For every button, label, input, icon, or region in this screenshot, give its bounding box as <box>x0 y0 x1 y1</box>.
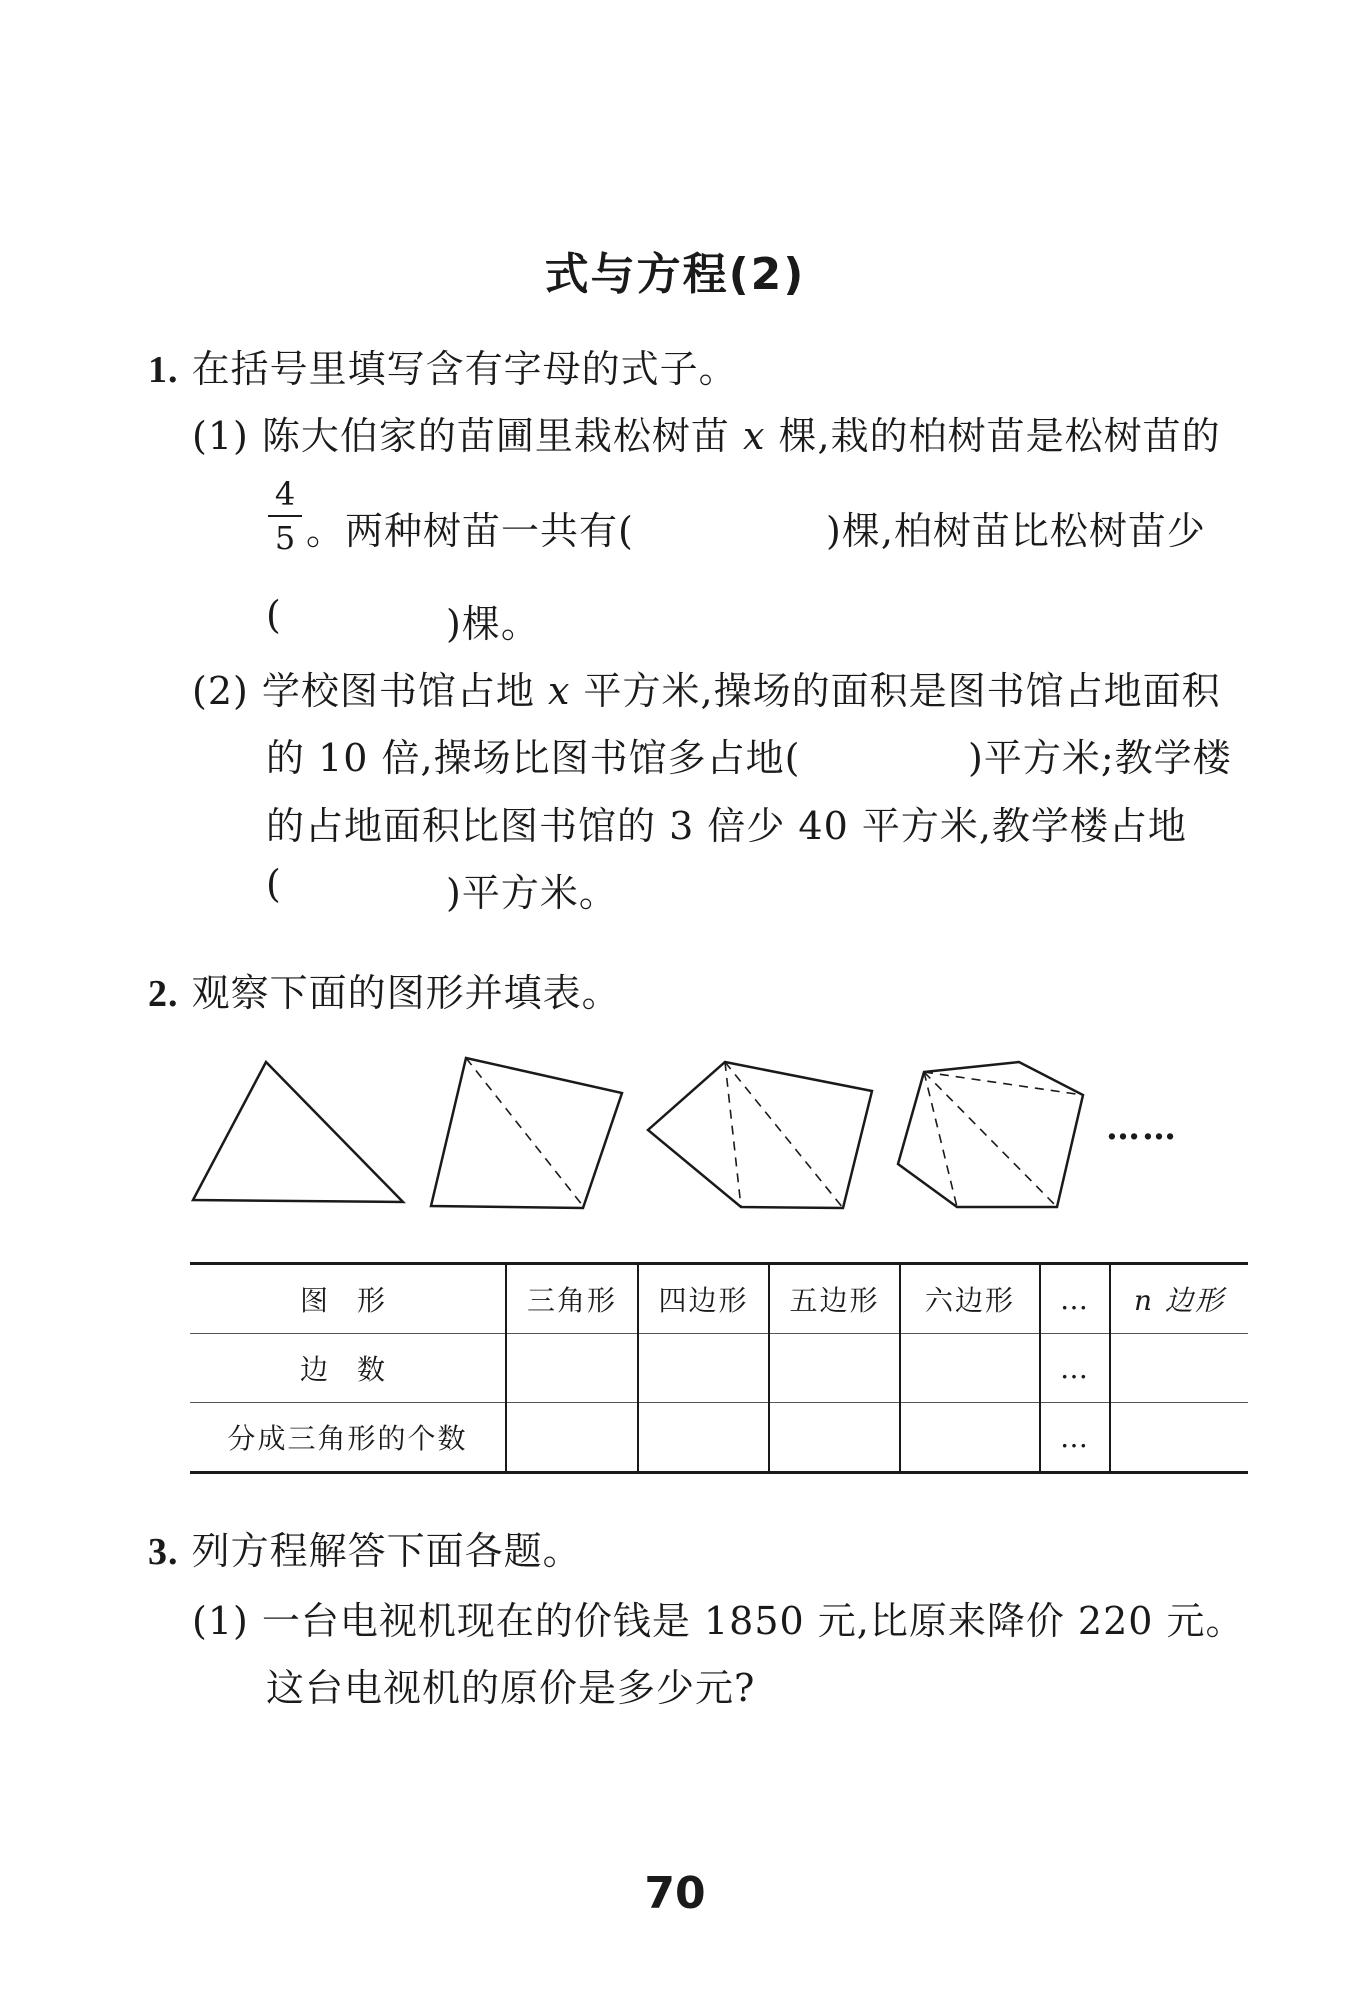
figures-ellipsis: …… <box>1106 1108 1178 1148</box>
q1-p1-line2-a: 。两种树苗一共有( <box>306 509 634 553</box>
header-cell-figure: 图 形 <box>190 1264 506 1334</box>
table-row-sides <box>190 1334 1248 1403</box>
triangle-shape <box>193 1062 403 1202</box>
table-row-triangles <box>190 1403 1248 1473</box>
cell-sides-n-gon[interactable] <box>1110 1334 1248 1403</box>
q1-p1-line2-b: )棵,柏树苗比松树苗少 <box>826 509 1206 553</box>
q3-instruction: 列方程解答下面各题。 <box>191 1529 582 1573</box>
cell-sides-hexagon[interactable] <box>900 1334 1040 1403</box>
fraction-numerator: 4 <box>274 475 296 513</box>
pentagon-diagonal-2 <box>725 1062 843 1208</box>
cell-tri-hexagon[interactable] <box>900 1403 1040 1473</box>
header-cell-pentagon: 五边形 <box>769 1264 900 1334</box>
q1-p2-line4-b: )平方米。 <box>446 871 618 915</box>
cell-sides-pentagon[interactable] <box>769 1334 900 1403</box>
row-label-triangles: 分成三角形的个数 <box>190 1403 506 1473</box>
q1-number: 1. <box>148 349 179 391</box>
cell-tri-quadrilateral[interactable] <box>638 1403 769 1473</box>
q3-heading <box>148 1520 582 1575</box>
cell-tri-n-gon[interactable] <box>1110 1403 1248 1473</box>
pentagon-diagonal-1 <box>725 1062 741 1207</box>
q1-instruction: 在括号里填写含有字母的式子。 <box>191 347 738 391</box>
cell-sides-quadrilateral[interactable] <box>638 1334 769 1403</box>
cell-tri-pentagon[interactable] <box>769 1403 900 1473</box>
q1-p2-line3: 的占地面积比图书馆的 3 倍少 40 平方米,教学楼占地 <box>266 804 1187 848</box>
header-cell-ellipsis: … <box>1040 1264 1110 1334</box>
cell-sides-triangle[interactable] <box>506 1334 638 1403</box>
q3-number: 3. <box>148 1531 179 1573</box>
q3-p1-line1: (1) 一台电视机现在的价钱是 1850 元,比原来降价 220 元。 <box>192 1599 1245 1643</box>
q2-instruction: 观察下面的图形并填表。 <box>191 971 621 1015</box>
pentagon-shape <box>648 1062 872 1208</box>
q1-p2-line4-a: ( <box>266 862 282 906</box>
page-number: 70 <box>644 1868 706 1919</box>
fraction-denominator: 5 <box>274 519 296 557</box>
q1-p2-text-b: 平方米,操场的面积是图书馆占地面积 <box>583 669 1221 713</box>
q2-number: 2. <box>148 973 179 1015</box>
q1-p2-line2-b: )平方米;教学楼 <box>968 736 1232 780</box>
page-title: 式与方程(2) <box>544 249 806 300</box>
quadrilateral-shape <box>431 1058 622 1208</box>
q1-p2-text-a: (2) 学校图书馆占地 <box>192 669 535 713</box>
polygon-table <box>190 1262 1248 1474</box>
table-header-row <box>190 1264 1248 1334</box>
header-cell-hexagon: 六边形 <box>900 1264 1040 1334</box>
q1-p1-line3-b: )棵。 <box>446 602 540 646</box>
header-cell-quadrilateral: 四边形 <box>638 1264 769 1334</box>
cell-tri-triangle[interactable] <box>506 1403 638 1473</box>
header-cell-n-gon: n 边形 <box>1110 1264 1248 1334</box>
q1-p2-variable: x <box>548 669 571 713</box>
q1-p1-text-b: 棵,栽的柏树苗是松树苗的 <box>778 414 1221 458</box>
q1-p1-text-a: (1) 陈大伯家的苗圃里栽松树苗 <box>192 414 730 458</box>
q1-p1-variable: x <box>743 414 766 458</box>
header-cell-triangle: 三角形 <box>506 1264 638 1334</box>
q1-p2-line2-a: 的 10 倍,操场比图书馆多占地( <box>266 736 801 780</box>
cell-tri-ellipsis: … <box>1040 1403 1110 1473</box>
cell-sides-ellipsis: … <box>1040 1334 1110 1403</box>
q3-p1-line2: 这台电视机的原价是多少元? <box>266 1666 756 1710</box>
row-label-sides: 边 数 <box>190 1334 506 1403</box>
hexagon-diagonal-2 <box>924 1072 1057 1207</box>
q1-p1-line3-a: ( <box>266 593 282 637</box>
hexagon-shape <box>898 1062 1083 1207</box>
